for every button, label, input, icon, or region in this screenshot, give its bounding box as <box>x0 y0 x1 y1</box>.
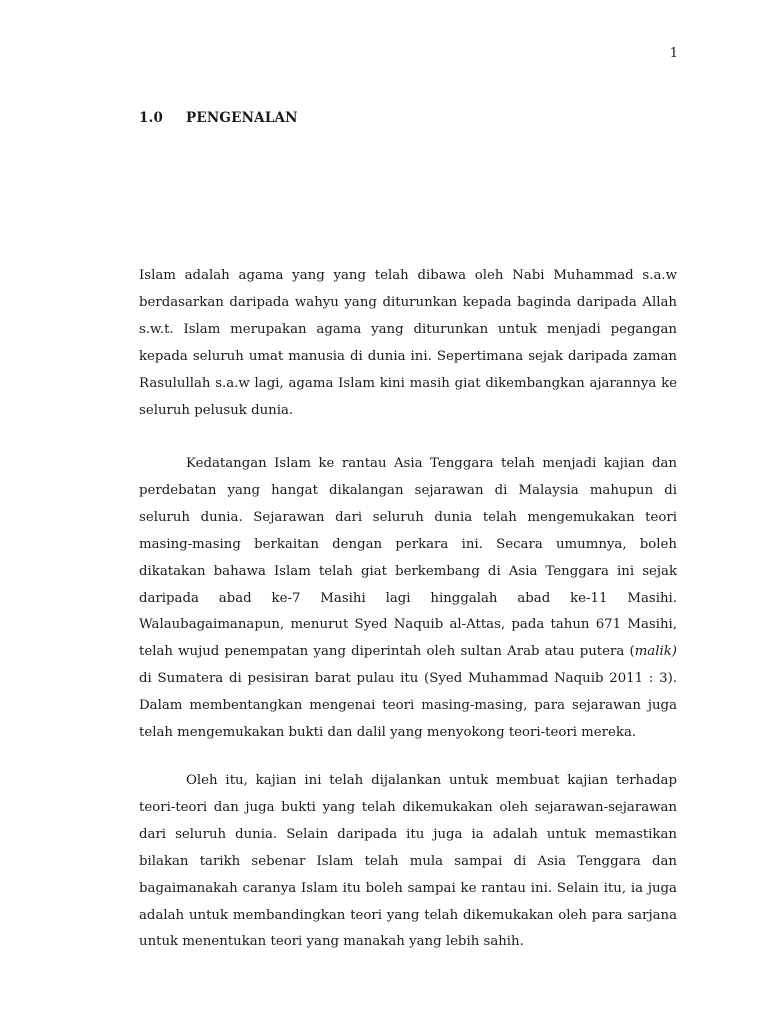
section-heading <box>139 110 298 126</box>
paragraph-introduction: Islam adalah agama yang yang telah dibawa oleh Nabi Muhammad s.a.w berdasarkan daripada wahyu yang diturunkan kepada baginda daripada Allah s.w.t. Islam merupakan agama yang diturunkan untuk menjadi pegangan kepada seluruh umat manusia di dunia ini. Sepertimana sejak daripada zaman Rasulullah s.a.w lagi, agama Islam kini masih giat dikembangkan ajarannya ke seluruh pelusuk dunia. <box>139 268 677 418</box>
paragraph-study-purpose: Oleh itu, kajian ini telah dijalankan untuk membuat kajian terhadap teori-teori dan juga bukti yang telah dikemukakan oleh sejarawan-sejarawan dari seluruh dunia. Selain daripada itu juga ia adalah untuk memastikan bilakan tarikh sebenar Islam telah mula sampai di Asia Tenggara dan bagaimanakah caranya Islam itu boleh sampai ke rantau ini. Selain itu, ia juga adalah untuk membandingkan teori yang telah dikemukakan oleh para sarjana untuk menentukan teori yang manakah yang lebih sahih. <box>139 773 677 950</box>
paragraph-text-segment: di Sumatera di pesisiran barat pulau itu (Syed Muhammad Naquib 2011 : 3). Dalam membentangkan mengenai teori masing-masing, para sejarawan juga telah mengemukakan bukti dan dalil yang menyokong teori-teori mereka. <box>139 671 677 741</box>
section-title: PENGENALAN <box>186 110 298 126</box>
page-number: 1 <box>669 46 678 61</box>
section-number: 1.0 <box>139 110 164 126</box>
paragraph-arrival-theories <box>139 451 677 747</box>
italic-term-malik: malik) <box>634 644 677 660</box>
paragraph-text-segment: Kedatangan Islam ke rantau Asia Tenggara telah menjadi kajian dan perdebatan yang hangat dikalangan sejarawan di Malaysia mahupun di seluruh dunia. Sejarawan dari seluruh dunia telah mengemukakan teori masing-masing berkaitan dengan perkara ini. Secara umumnya, boleh dikatakan bahawa Islam telah giat berkembang di Asia Tenggara ini sejak daripada abad ke-7 Masihi lagi hinggalah abad ke-11 Masihi. Walaubagaimanapun, menurut Syed Naquib al-Attas, pada tahun 671 Masihi, telah wujud penempatan yang diperintah oleh sultan Arab atau putera ( <box>139 456 677 660</box>
